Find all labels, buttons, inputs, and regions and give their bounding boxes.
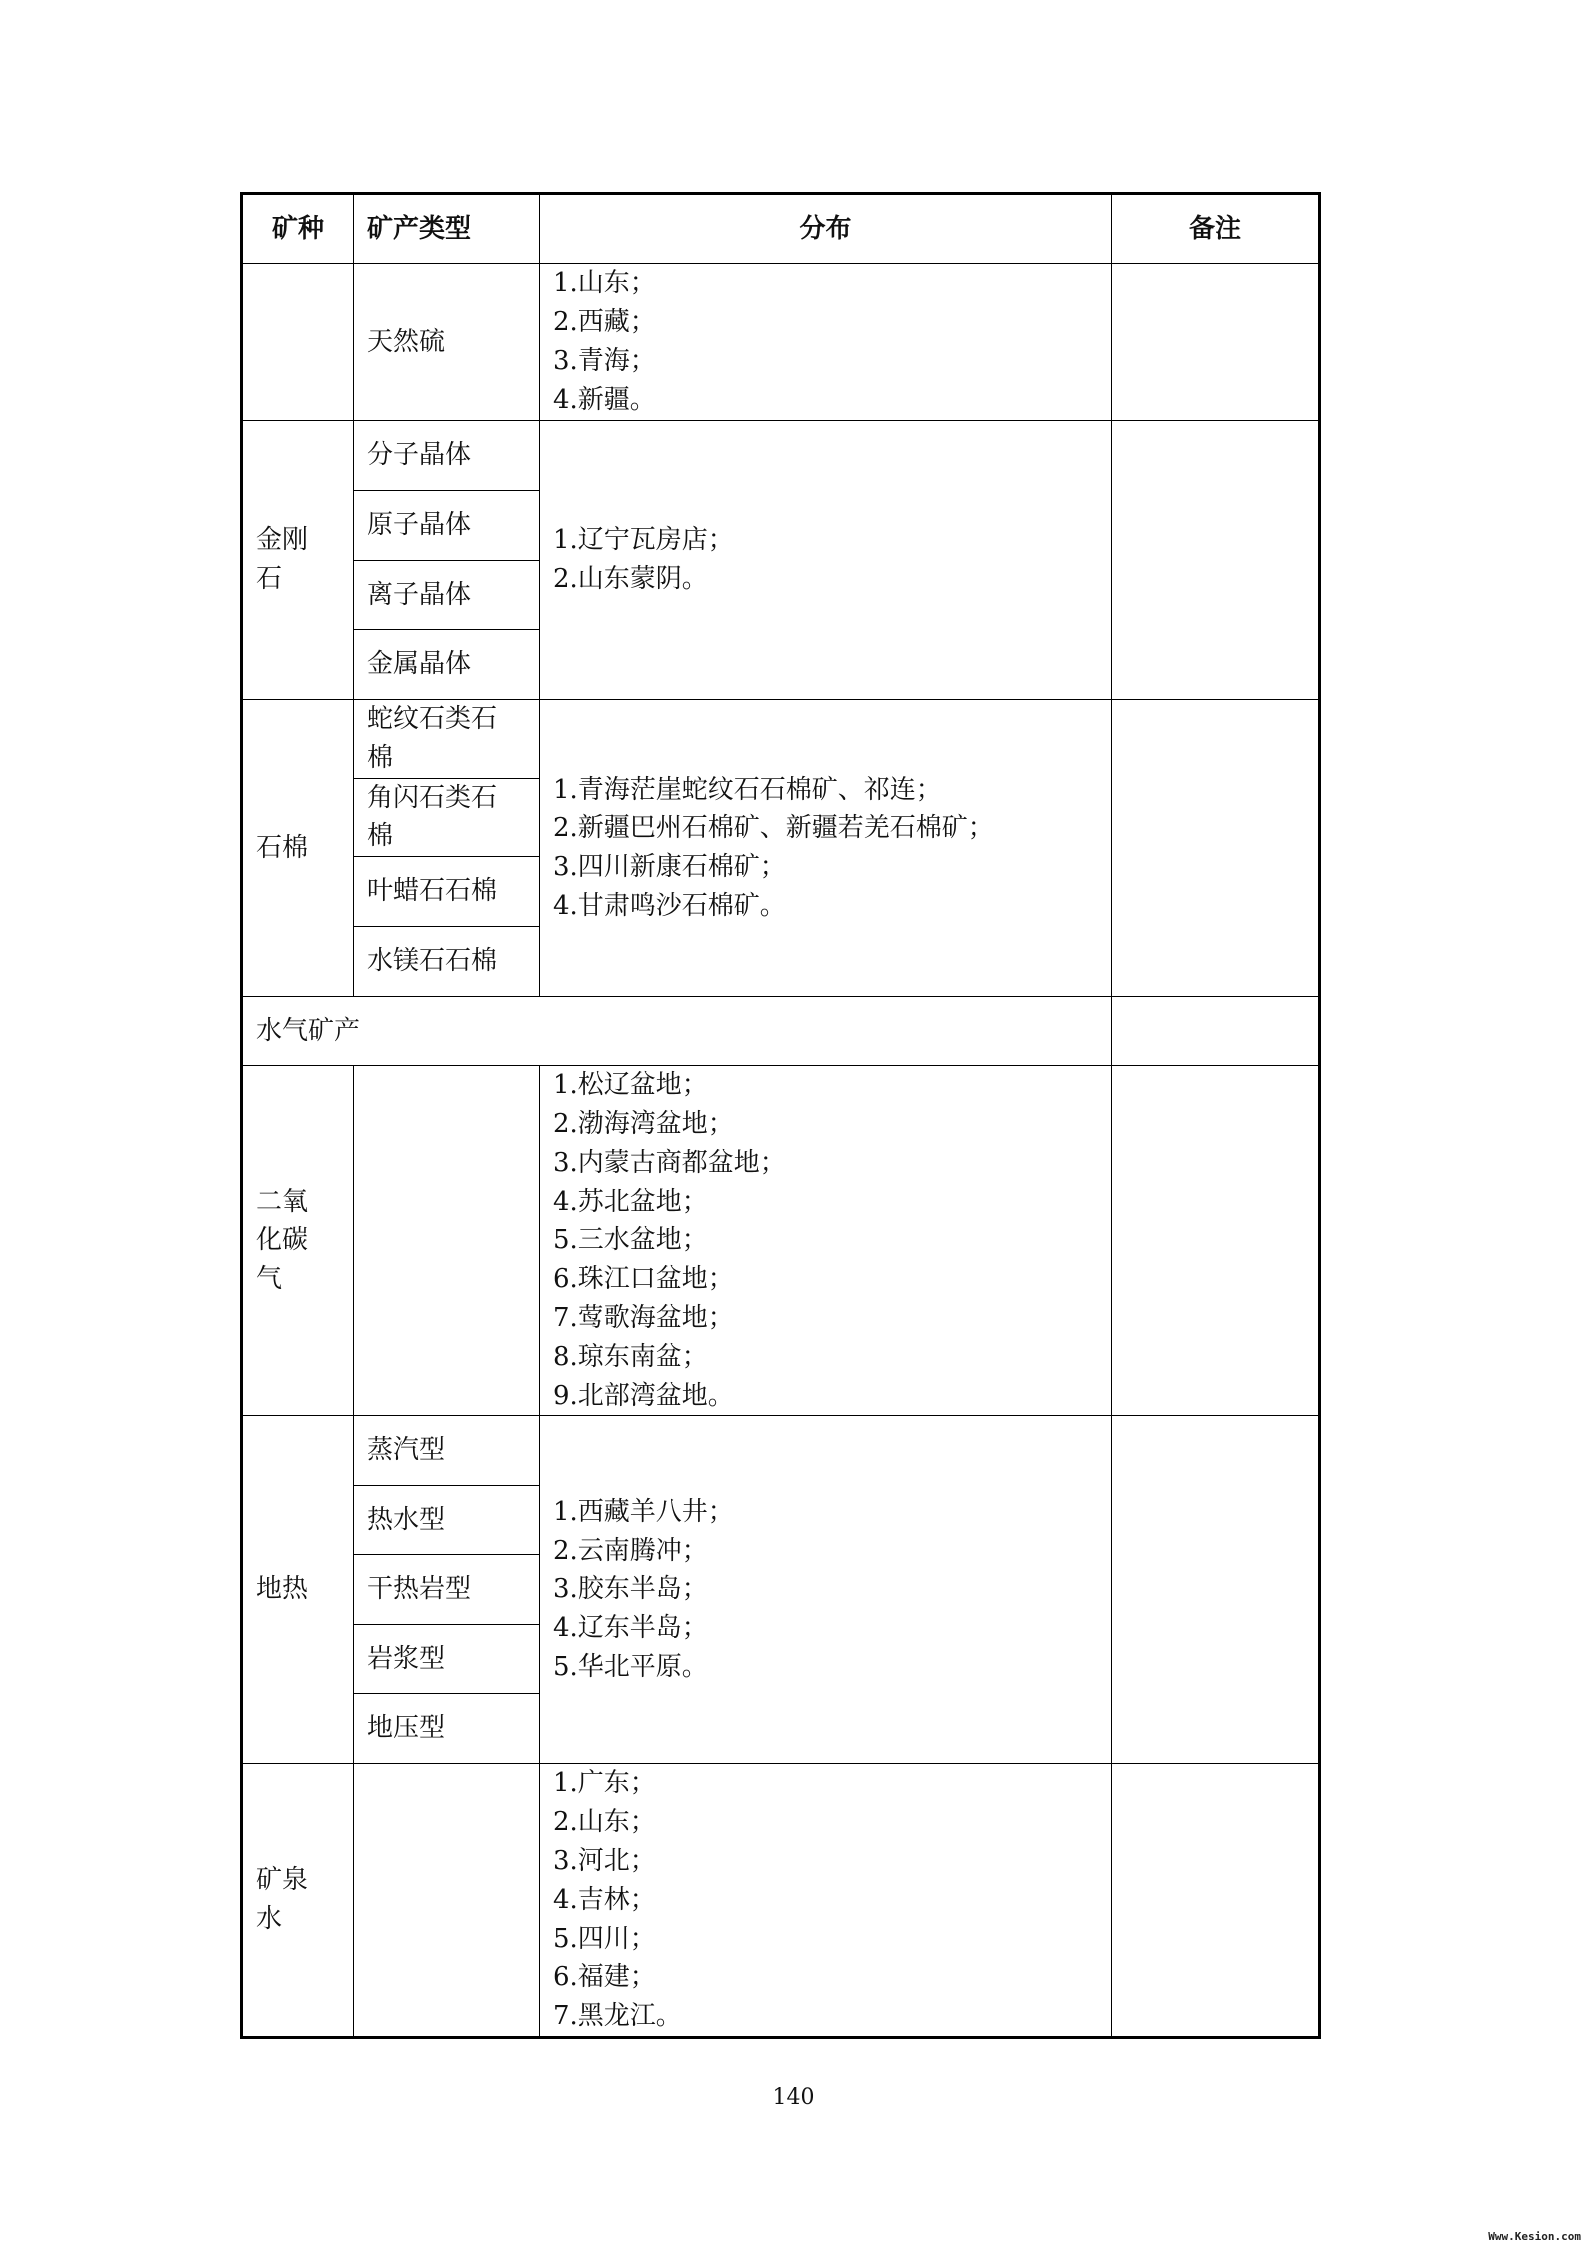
remarks-cell bbox=[1112, 1066, 1320, 1416]
type-cell: 天然硫 bbox=[354, 264, 540, 421]
distribution-item: 3.青海； bbox=[553, 346, 656, 376]
distribution-cell bbox=[540, 421, 1112, 700]
row-geothermal bbox=[242, 1416, 1320, 1486]
distribution-item: 7.黑龙江。 bbox=[553, 2001, 682, 2032]
distribution-item: 1.青海茫崖蛇纹石石棉矿、祁连； bbox=[553, 774, 942, 805]
type-cell: 干热岩型 bbox=[354, 1555, 540, 1625]
distribution-item: 1.辽宁瓦房店； bbox=[553, 525, 734, 556]
distribution-cell bbox=[540, 700, 1112, 997]
distribution-cell bbox=[540, 1764, 1112, 2038]
type-cell: 叶蜡石石棉 bbox=[354, 857, 540, 927]
remarks-cell bbox=[1112, 421, 1320, 700]
distribution-item: 3.四川新康石棉矿； bbox=[553, 852, 786, 883]
distribution-item: 2.西藏； bbox=[553, 307, 656, 338]
distribution-item: 3.胶东半岛； bbox=[553, 1574, 708, 1605]
type-line: 蛇纹石类石 bbox=[367, 704, 498, 734]
header-distribution: 分布 bbox=[540, 194, 1112, 264]
mineral-name-line: 二氧 bbox=[256, 1186, 309, 1217]
distribution-item: 2.云南腾冲； bbox=[553, 1535, 708, 1566]
row-diamond bbox=[242, 421, 1320, 491]
distribution-item: 4.新疆。 bbox=[553, 384, 656, 415]
distribution-cell bbox=[540, 1066, 1112, 1416]
distribution-cell bbox=[540, 1416, 1112, 1764]
mineral-cell bbox=[242, 421, 354, 700]
type-cell: 分子晶体 bbox=[354, 421, 540, 491]
distribution-item: 4.甘肃鸣沙石棉矿。 bbox=[553, 890, 786, 921]
distribution-item: 4.吉林； bbox=[553, 1884, 656, 1915]
remarks-cell bbox=[1112, 700, 1320, 997]
remarks-cell bbox=[1112, 1764, 1320, 2038]
type-cell: 原子晶体 bbox=[354, 491, 540, 561]
distribution-item: 8.琼东南盆； bbox=[553, 1341, 708, 1372]
type-cell bbox=[354, 700, 540, 779]
type-cell: 离子晶体 bbox=[354, 561, 540, 630]
type-cell: 蒸汽型 bbox=[354, 1416, 540, 1486]
row-co2 bbox=[242, 1066, 1320, 1416]
mineral-cell bbox=[242, 1764, 354, 2038]
section-title: 水气矿产 bbox=[242, 997, 1112, 1066]
type-cell: 岩浆型 bbox=[354, 1625, 540, 1694]
section-row-water-gas bbox=[242, 997, 1320, 1066]
distribution-item: 5.四川； bbox=[553, 1923, 656, 1954]
distribution-item: 3.内蒙古商都盆地； bbox=[553, 1147, 786, 1178]
type-line: 角闪石类石 bbox=[367, 782, 498, 813]
distribution-item: 2.山东蒙阴。 bbox=[553, 564, 708, 594]
mineral-cell: 石棉 bbox=[242, 700, 354, 997]
distribution-item: 4.苏北盆地； bbox=[553, 1186, 708, 1217]
remarks-cell bbox=[1112, 1416, 1320, 1764]
distribution-item: 9.北部湾盆地。 bbox=[553, 1380, 734, 1411]
type-line: 棉 bbox=[367, 742, 394, 773]
distribution-item: 2.渤海湾盆地； bbox=[553, 1108, 734, 1139]
type-cell-empty bbox=[354, 1066, 540, 1416]
header-remarks: 备注 bbox=[1112, 194, 1320, 264]
distribution-item: 3.河北； bbox=[553, 1845, 656, 1876]
type-cell: 水镁石石棉 bbox=[354, 927, 540, 997]
type-cell: 金属晶体 bbox=[354, 630, 540, 700]
remarks-cell bbox=[1112, 264, 1320, 421]
mineral-cell bbox=[242, 1066, 354, 1416]
watermark: Www.Kesion.com bbox=[1488, 2230, 1581, 2243]
row-sulfur bbox=[242, 264, 1320, 421]
remarks-cell bbox=[1112, 997, 1320, 1066]
distribution-item: 5.三水盆地； bbox=[553, 1225, 708, 1256]
header-type: 矿产类型 bbox=[354, 194, 540, 264]
row-mineral-water bbox=[242, 1764, 1320, 2038]
mineral-distribution-table bbox=[240, 192, 1321, 2039]
distribution-item: 1.广东； bbox=[553, 1768, 656, 1799]
mineral-name-line: 金刚 bbox=[256, 525, 309, 556]
page-number: 140 bbox=[772, 2085, 815, 2110]
distribution-cell bbox=[540, 264, 1112, 421]
type-cell-empty bbox=[354, 1764, 540, 2038]
type-cell: 地压型 bbox=[354, 1694, 540, 1764]
mineral-name-line: 水 bbox=[256, 1904, 283, 1935]
distribution-item: 6.福建； bbox=[553, 1962, 656, 1993]
mineral-cell: 地热 bbox=[242, 1416, 354, 1764]
mineral-name-line: 气 bbox=[256, 1264, 283, 1295]
mineral-name-line: 石 bbox=[256, 564, 283, 594]
distribution-item: 5.华北平原。 bbox=[553, 1652, 708, 1683]
distribution-item: 7.莺歌海盆地； bbox=[553, 1302, 734, 1333]
distribution-item: 1.山东； bbox=[553, 268, 656, 299]
row-asbestos bbox=[242, 700, 1320, 779]
mineral-name-line: 化碳 bbox=[256, 1225, 309, 1256]
distribution-item: 1.松辽盆地； bbox=[553, 1070, 708, 1101]
header-mineral: 矿种 bbox=[242, 194, 354, 264]
mineral-cell-empty bbox=[242, 264, 354, 421]
distribution-item: 4.辽东半岛； bbox=[553, 1613, 708, 1644]
distribution-item: 6.珠江口盆地； bbox=[553, 1264, 734, 1295]
type-line: 棉 bbox=[367, 821, 394, 852]
distribution-item: 2.新疆巴州石棉矿、新疆若羌石棉矿； bbox=[553, 813, 994, 844]
type-cell bbox=[354, 778, 540, 857]
mineral-name-line: 矿泉 bbox=[256, 1865, 309, 1896]
header-row bbox=[242, 194, 1320, 264]
distribution-item: 2.山东； bbox=[553, 1807, 656, 1838]
type-cell: 热水型 bbox=[354, 1486, 540, 1555]
distribution-item: 1.西藏羊八井； bbox=[553, 1496, 734, 1527]
